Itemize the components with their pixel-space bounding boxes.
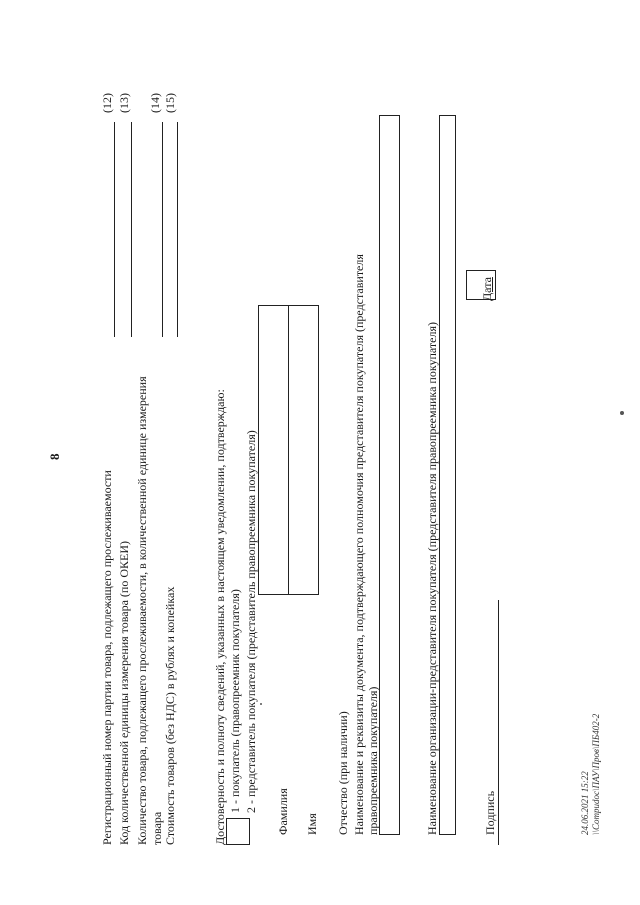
signature-label: Подпись	[483, 790, 497, 835]
document-label: Наименование и реквизиты документа, подтверждающего полномочия представителя покупателя (представителя	[352, 254, 366, 835]
date-label: Дата	[480, 277, 494, 301]
date-field[interactable]	[466, 270, 496, 300]
item-12-line	[114, 122, 115, 337]
item-14-label-cont: товара	[150, 811, 164, 845]
page-number: 8	[47, 453, 62, 460]
footer-timestamp: 24.06.2021 15:22	[580, 771, 590, 835]
organization-label: Наименование организации-представителя покупателя (представителя правопреемника покупателя)	[425, 322, 439, 835]
footer-path: \\Compudoc\ПАУ\Пров\ПБ402-2	[591, 713, 601, 835]
item-12-label: Регистрационный номер партии товара, подлежащего прослеживаемости	[100, 470, 114, 845]
name-field[interactable]	[288, 305, 319, 595]
document-label-cont: правопреемника покупателя)	[366, 686, 380, 835]
name-label: Имя	[305, 813, 319, 835]
patronymic-label: Отчество (при наличии)	[336, 711, 350, 835]
scan-dot	[620, 411, 624, 415]
item-15-code: (15)	[163, 93, 177, 113]
item-13-line	[131, 122, 132, 337]
signature-line[interactable]	[498, 600, 499, 845]
item-13-label: Код количественной единицы измерения товара (по ОКЕИ)	[117, 540, 131, 845]
signer-option-2: 2 - представитель покупателя (представитель правопреемника покупателя)	[244, 430, 258, 813]
document-field[interactable]	[379, 115, 400, 835]
item-13-code: (13)	[117, 93, 131, 113]
signer-type-box[interactable]	[226, 818, 250, 845]
organization-field[interactable]	[439, 115, 456, 835]
confirm-heading: Достоверность и полноту сведений, указанных в настоящем уведомлении, подтверждаю:	[213, 389, 227, 845]
item-12-code: (12)	[100, 93, 114, 113]
item-14-code: (14)	[148, 93, 162, 113]
surname-label: Фамилия	[276, 788, 290, 835]
item-14-label: Количество товара, подлежащего прослеживаемости, в количественной единице измерения	[135, 376, 149, 845]
item-15-label: Стоимость товаров (без НДС) в рублях и копейках	[163, 586, 177, 845]
scan-dot	[260, 703, 262, 705]
item-14-line	[162, 122, 163, 337]
item-15-line	[177, 122, 178, 337]
signer-option-1: 1 - покупатель (правопреемник покупателя)	[228, 589, 242, 813]
surname-field[interactable]	[258, 305, 289, 595]
